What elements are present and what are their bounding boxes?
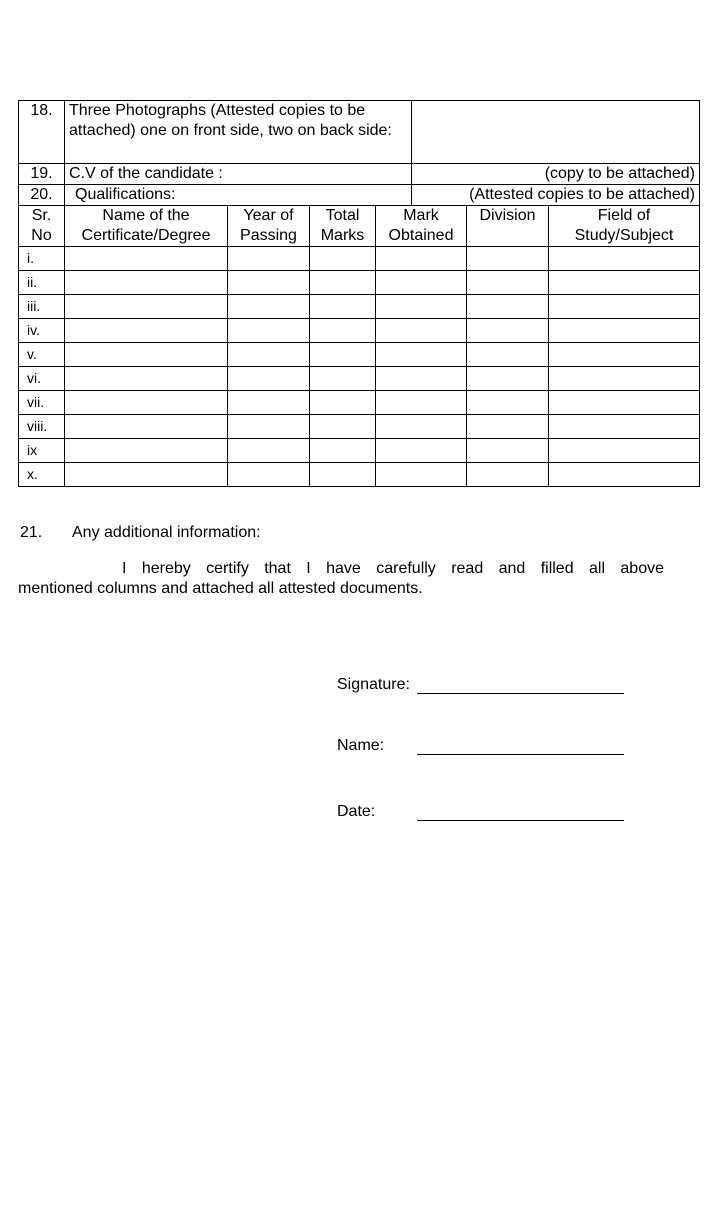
table-cell[interactable] bbox=[376, 415, 467, 439]
table-cell[interactable] bbox=[376, 463, 467, 487]
table-cell[interactable] bbox=[549, 367, 700, 391]
row-number: v. bbox=[19, 343, 65, 367]
table-cell[interactable] bbox=[228, 319, 310, 343]
table-row bbox=[19, 391, 700, 415]
item-20-label: Qualifications: bbox=[65, 185, 412, 206]
table-cell[interactable] bbox=[376, 391, 467, 415]
header-sr-no: Sr. No bbox=[19, 206, 65, 247]
table-row bbox=[19, 295, 700, 319]
table-cell[interactable] bbox=[228, 439, 310, 463]
table-cell[interactable] bbox=[376, 439, 467, 463]
item-19-row bbox=[19, 164, 700, 185]
date-line[interactable] bbox=[417, 820, 624, 821]
certification-text bbox=[18, 559, 664, 599]
row-number: ix bbox=[19, 439, 65, 463]
table-cell[interactable] bbox=[65, 463, 228, 487]
table-row bbox=[19, 319, 700, 343]
date-label: Date: bbox=[337, 803, 376, 820]
table-cell[interactable] bbox=[228, 367, 310, 391]
header-division: Division bbox=[467, 206, 549, 247]
table-row bbox=[19, 439, 700, 463]
table-row bbox=[19, 247, 700, 271]
table-cell[interactable] bbox=[549, 415, 700, 439]
header-field: Field of Study/Subject bbox=[549, 206, 700, 247]
name-line[interactable] bbox=[417, 754, 624, 755]
item-19-label: C.V of the candidate : bbox=[65, 164, 412, 185]
item-21-number: 21. bbox=[20, 524, 43, 541]
table-cell[interactable] bbox=[549, 319, 700, 343]
name-field[interactable] bbox=[337, 737, 384, 755]
table-cell[interactable] bbox=[549, 439, 700, 463]
signature-field[interactable] bbox=[337, 676, 410, 694]
table-cell[interactable] bbox=[549, 247, 700, 271]
table-cell[interactable] bbox=[549, 271, 700, 295]
header-certificate: Name of the Certificate/Degree bbox=[65, 206, 228, 247]
table-row bbox=[19, 367, 700, 391]
table-cell[interactable] bbox=[65, 247, 228, 271]
table-cell[interactable] bbox=[228, 415, 310, 439]
table-cell[interactable] bbox=[549, 463, 700, 487]
item-18-number: 18. bbox=[19, 101, 65, 164]
header-row bbox=[19, 206, 700, 247]
table-cell[interactable] bbox=[467, 295, 549, 319]
table-cell[interactable] bbox=[467, 319, 549, 343]
signature-line[interactable] bbox=[417, 693, 624, 694]
table-cell[interactable] bbox=[310, 463, 376, 487]
table-cell[interactable] bbox=[228, 463, 310, 487]
table-cell[interactable] bbox=[228, 271, 310, 295]
table-cell[interactable] bbox=[310, 367, 376, 391]
table-cell[interactable] bbox=[310, 247, 376, 271]
row-number: vii. bbox=[19, 391, 65, 415]
photographs-box bbox=[412, 101, 700, 164]
table-cell[interactable] bbox=[549, 343, 700, 367]
row-number: x. bbox=[19, 463, 65, 487]
table-cell[interactable] bbox=[310, 391, 376, 415]
table-cell[interactable] bbox=[228, 247, 310, 271]
item-21-text: Any additional information: bbox=[72, 524, 261, 541]
table-cell[interactable] bbox=[228, 391, 310, 415]
table-cell[interactable] bbox=[376, 343, 467, 367]
table-cell[interactable] bbox=[310, 343, 376, 367]
table-row bbox=[19, 271, 700, 295]
row-number: vi. bbox=[19, 367, 65, 391]
table-cell[interactable] bbox=[310, 439, 376, 463]
item-21 bbox=[20, 524, 261, 542]
header-total-marks: Total Marks bbox=[310, 206, 376, 247]
item-20-row bbox=[19, 185, 700, 206]
table-cell[interactable] bbox=[549, 391, 700, 415]
item-18-row bbox=[19, 101, 700, 164]
table-cell[interactable] bbox=[65, 343, 228, 367]
table-cell[interactable] bbox=[376, 319, 467, 343]
row-number: i. bbox=[19, 247, 65, 271]
row-number: iv. bbox=[19, 319, 65, 343]
table-cell[interactable] bbox=[376, 247, 467, 271]
item-20-number: 20. bbox=[19, 185, 65, 206]
table-cell[interactable] bbox=[65, 439, 228, 463]
qualification-rows bbox=[19, 247, 700, 487]
table-cell[interactable] bbox=[467, 415, 549, 439]
table-cell[interactable] bbox=[310, 415, 376, 439]
table-cell[interactable] bbox=[467, 391, 549, 415]
header-year: Year of Passing bbox=[228, 206, 310, 247]
table-cell[interactable] bbox=[467, 463, 549, 487]
item-18-text: Three Photographs (Attested copies to be attached) one on front side, two on back side: bbox=[65, 101, 412, 164]
table-cell[interactable] bbox=[467, 271, 549, 295]
table-cell[interactable] bbox=[310, 271, 376, 295]
certification-line-2: mentioned columns and attached all attested documents. bbox=[18, 580, 423, 597]
row-number: ii. bbox=[19, 271, 65, 295]
table-cell[interactable] bbox=[376, 295, 467, 319]
table-cell[interactable] bbox=[65, 415, 228, 439]
signature-label: Signature: bbox=[337, 676, 410, 693]
table-cell[interactable] bbox=[376, 271, 467, 295]
qualification-table bbox=[18, 100, 700, 487]
item-19-number: 19. bbox=[19, 164, 65, 185]
row-number: viii. bbox=[19, 415, 65, 439]
table-cell[interactable] bbox=[376, 367, 467, 391]
table-cell[interactable] bbox=[310, 295, 376, 319]
table-cell[interactable] bbox=[65, 367, 228, 391]
table-row bbox=[19, 415, 700, 439]
table-cell[interactable] bbox=[65, 391, 228, 415]
certification-line-1: I hereby certify that I have carefully read and filled all above bbox=[122, 560, 664, 577]
table-cell[interactable] bbox=[549, 295, 700, 319]
table-cell[interactable] bbox=[65, 271, 228, 295]
table-row bbox=[19, 343, 700, 367]
table-cell[interactable] bbox=[310, 319, 376, 343]
date-field[interactable] bbox=[337, 803, 375, 821]
header-mark-obtained: Mark Obtained bbox=[376, 206, 467, 247]
name-label: Name: bbox=[337, 737, 385, 754]
table-cell[interactable] bbox=[467, 367, 549, 391]
item-19-note: (copy to be attached) bbox=[412, 164, 700, 185]
table-row bbox=[19, 463, 700, 487]
table-cell[interactable] bbox=[467, 343, 549, 367]
table-cell[interactable] bbox=[65, 295, 228, 319]
table-cell[interactable] bbox=[467, 439, 549, 463]
table-cell[interactable] bbox=[65, 319, 228, 343]
table-cell[interactable] bbox=[467, 247, 549, 271]
row-number: iii. bbox=[19, 295, 65, 319]
item-20-note: (Attested copies to be attached) bbox=[412, 185, 700, 206]
table-cell[interactable] bbox=[228, 295, 310, 319]
table-cell[interactable] bbox=[228, 343, 310, 367]
